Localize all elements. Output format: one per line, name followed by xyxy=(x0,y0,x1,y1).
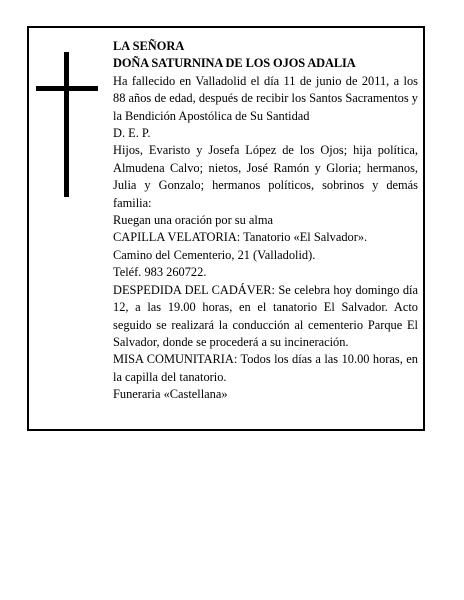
cross-icon xyxy=(36,52,98,197)
obituary-text xyxy=(113,38,418,404)
chapel-info: CAPILLA VELATORIA: Tanatorio «El Salvador». xyxy=(113,230,368,245)
rip-text: D. E. P. xyxy=(113,126,151,141)
death-announcement: Ha fallecido en Valladolid el día 11 de junio de 2011, a los 88 años de edad, después de recibir los Santos Sacramentos y la Bendición Apostólica de Su Santidad xyxy=(113,73,418,123)
farewell-info: DESPEDIDA DEL CADÁVER: Se celebra hoy domingo día 12, a las 19.00 horas, en el tanatorio El Salvador. Acto seguido se realizará la conducción al cementerio Parque El Salvador, donde se procederá a su incineración. xyxy=(113,282,418,349)
family-list: Hijos, Evaristo y Josefa López de los Ojos; hija política, Almudena Calvo; nietos, José Ramón y Gloria; hermanos, Julia y Gonzalo; hermanos políticos, sobrinos y demás familia: xyxy=(113,143,418,210)
chapel-address: Camino del Cementerio, 21 (Valladolid). xyxy=(113,247,316,262)
cross-vertical-bar xyxy=(64,52,69,197)
cross-horizontal-bar xyxy=(36,86,98,91)
prayer-request: Ruegan una oración por su alma xyxy=(113,213,273,228)
notice-title: LA SEÑORA xyxy=(113,39,185,53)
phone-number: Teléf. 983 260722. xyxy=(113,265,207,280)
funeral-home: Funeraria «Castellana» xyxy=(113,387,228,402)
deceased-name: DOÑA SATURNINA DE LOS OJOS ADALIA xyxy=(113,56,356,71)
mass-info: MISA COMUNITARIA: Todos los días a las 10.00 horas, en la capilla del tanatorio. xyxy=(113,352,418,384)
